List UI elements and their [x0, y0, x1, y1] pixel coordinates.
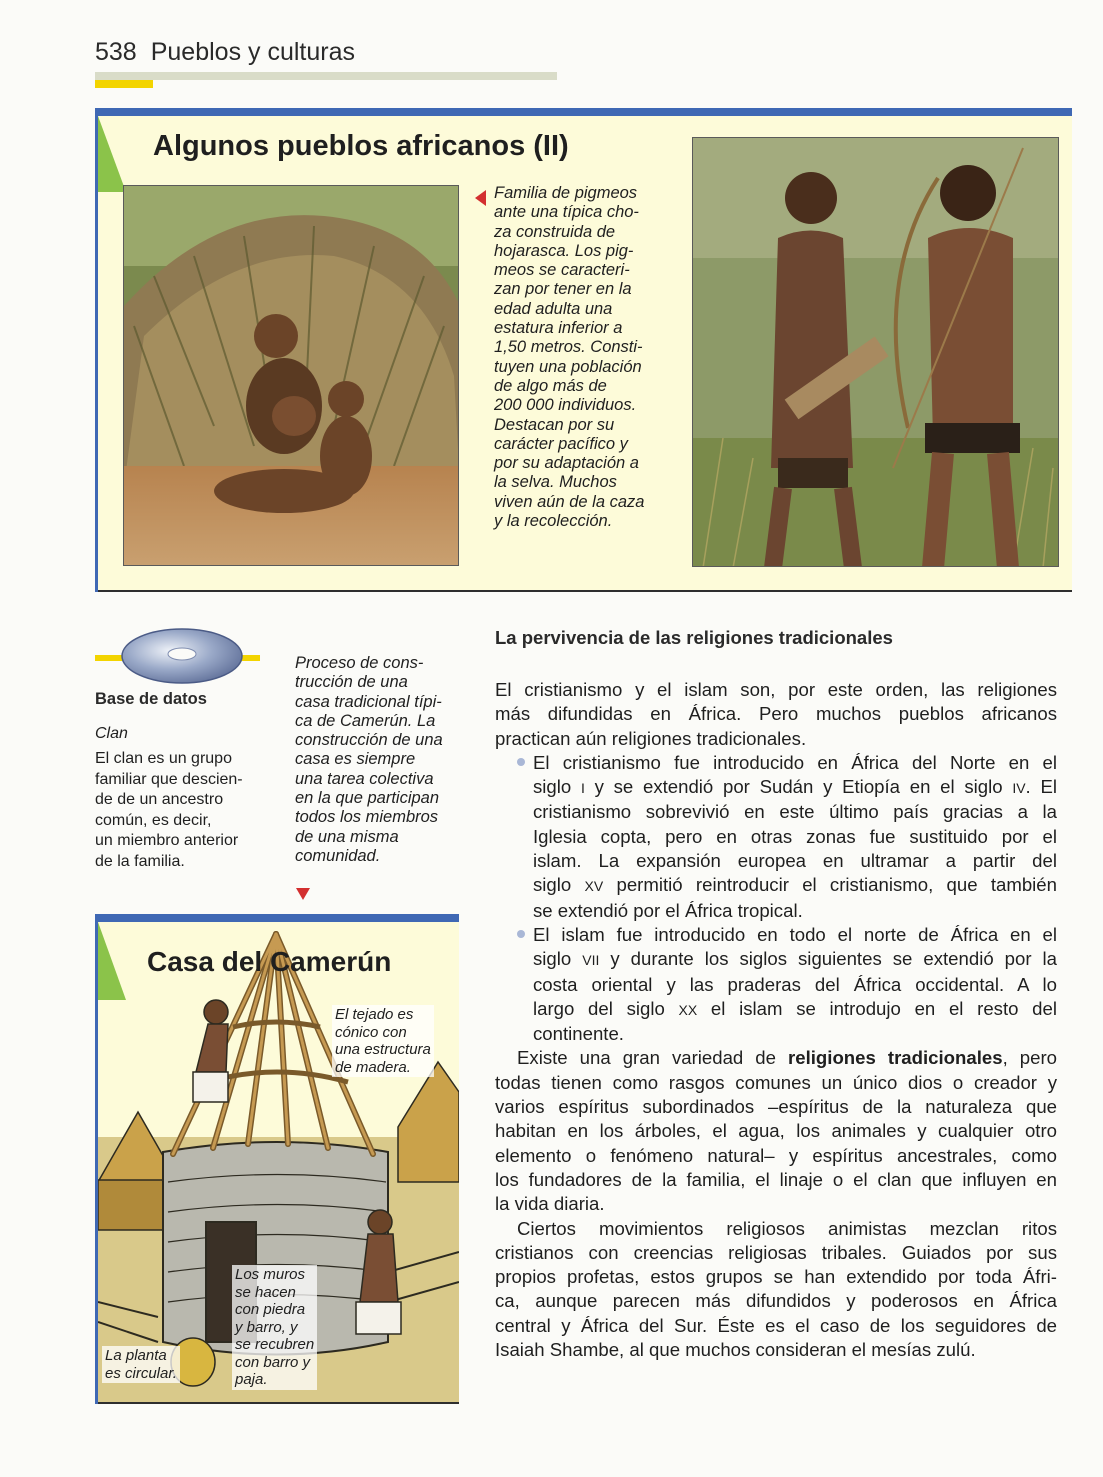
article-line: largo del siglo XX el islam se introdujo en el resto del [533, 997, 1057, 1019]
article-line: siglo XV permitió reintroducir el cristianismo, que también [533, 874, 1057, 896]
section-title: Pueblos y culturas [150, 38, 355, 66]
article-line: más difundidas en África. Pero muchos pueblos africanos [495, 703, 1057, 725]
article-line: cristianos con creencias religiosas tribales. Guiados por sus [495, 1241, 1057, 1263]
bullet-line: El islam fue introducido en todo el norte de África en el [495, 923, 1057, 947]
article-line: Existe una gran variedad de religiones tradicionales, pero [517, 1047, 1057, 1069]
article-line: siglo VII y durante los siglos siguientes se extendió por la [533, 948, 1057, 970]
illustration-box-topbar [95, 914, 459, 922]
article-line: Isaiah Shambe, al que muchos consideran el mesías zulú. [495, 1339, 976, 1361]
bullet-line: El cristianismo fue introducido en África del Norte en el [495, 751, 1057, 775]
feature-box-corner [98, 116, 126, 192]
article-line: costa oriental y las praderas del África occidental. A lo [533, 973, 1057, 995]
pygmy-family-photo [123, 185, 459, 566]
bullet-icon [517, 758, 525, 766]
article-heading: La pervivencia de las religiones tradicionales [495, 627, 893, 648]
article-line: todas tienen como rasgos comunes un único dios o creador y [495, 1071, 1057, 1093]
article-line: elemento o fenómeno natural– y espíritus ancestrales, como [495, 1144, 1057, 1166]
article-line: Ciertos movimientos religiosos animistas mezclan ritos [517, 1217, 1057, 1239]
plan-callout: La planta es circular. [102, 1346, 180, 1383]
article-line: Iglesia copta, pero en otras zonas fue sustituido por el [533, 825, 1057, 847]
article-line: ca, aunque parecen más difundidos y poderosos en África [495, 1290, 1057, 1312]
article-line: se extendió por el África tropical. [533, 899, 803, 921]
hunters-photo [692, 137, 1059, 567]
article-line: cristianismo sobrevivió en este último país gracias a la [533, 801, 1057, 823]
article-line: practican aún religiones tradicionales. [495, 727, 807, 749]
database-term: Clan [95, 725, 128, 742]
article-line: siglo I y se extendió por Sudán y Etiopía en el siglo IV. El [533, 776, 1057, 798]
pygmy-caption: Familia de pigmeos ante una típica cho- za construida de hojarasca. Los pig- meos se caracteri- zan por tener en la edad adulta una estatura inferior a 1,50 metros. Consti- tuyen una población de algo más de 200 000 individuos. Destacan por su carácter pacífico y por su adaptación a la selva. Muchos viven aún de la caza y la recolección. [494, 184, 645, 531]
article-line: varios espíritus subordinados –espíritus de la naturaleza que [495, 1096, 1057, 1118]
cd-rom-icon [118, 625, 246, 687]
illustration-title: Casa del Camerún [147, 946, 392, 977]
running-header [95, 38, 355, 67]
database-definition: El clan es un grupo familiar que descien- de de un ancestro común, es decir, un miembro anterior de la familia. [95, 750, 243, 870]
article-line: los fundadores de la familia, el linaje o el clan que influyen en [495, 1168, 1057, 1190]
article-line: islam. La expansión europea en ultramar a partir del [533, 850, 1057, 872]
article-line: continente. [533, 1023, 624, 1045]
header-rule [95, 72, 557, 80]
caption-pointer-icon [475, 190, 486, 206]
feature-title: Algunos pueblos africanos (II) [153, 130, 569, 162]
walls-callout: Los muros se hacen con piedra y barro, y se recubren con barro y paja. [232, 1265, 317, 1390]
process-caption: Proceso de cons- trucción de una casa tradicional típi- ca de Camerún. La construcción de una casa es siempre una tarea colectiva en la que participan todos los miembros de una misma comunidad. [295, 654, 443, 865]
article-body [495, 678, 1057, 1362]
page-number: 538 [95, 38, 137, 66]
article-line: propios profetas, estos grupos se han extendido por toda Áfri- [495, 1266, 1057, 1288]
bullet-icon [517, 930, 525, 938]
article-line: El cristianismo y el islam son, por este orden, las religiones [495, 679, 1057, 700]
article-line: la vida diaria. [495, 1193, 605, 1215]
roof-callout: El tejado es cónico con una estructura de madera. [332, 1005, 434, 1077]
database-heading: Base de datos [95, 690, 207, 708]
illustration-box-corner [98, 922, 126, 1000]
header-accent [95, 80, 153, 88]
caption-pointer-down-icon [296, 888, 310, 900]
article-line: habitan en los árboles, el agua, los animales y cualquier otro [495, 1120, 1057, 1142]
article-line: central y África del Sur. Éste es el caso de los seguidores de [495, 1314, 1057, 1336]
feature-box-topbar [95, 108, 1072, 116]
